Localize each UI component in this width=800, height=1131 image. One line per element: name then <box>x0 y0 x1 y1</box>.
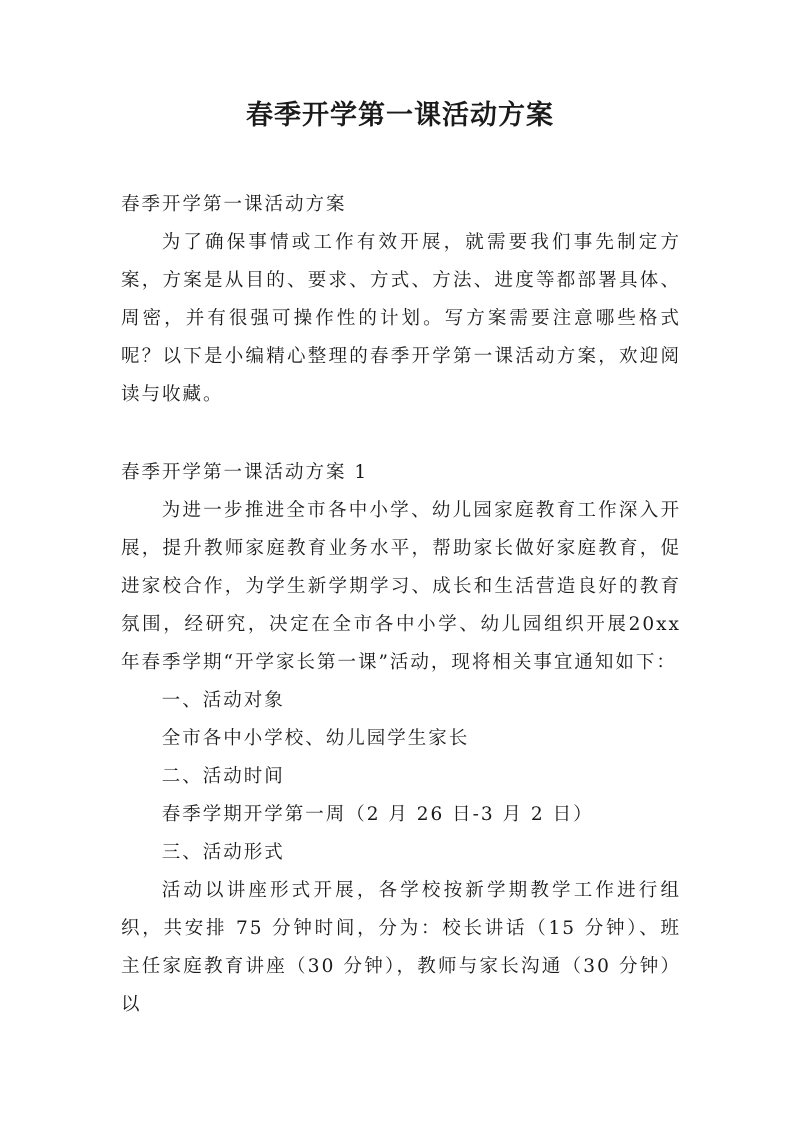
item1-text: 全市各中小学校、幼儿园学生家长 <box>161 728 470 749</box>
section1-heading: 春季开学第一课活动方案 1 <box>121 462 369 483</box>
item2-heading: 二、活动时间 <box>161 766 285 787</box>
document-body <box>121 186 681 1024</box>
intro-paragraph: 为了确保事情或工作有效开展，就需要我们事先制定方案，方案是从目的、要求、方式、方法、进度等都部署具体、周密，并有很强可操作性的计划。写方案需要注意哪些格式呢？以下是小编精心整理的春季开学第一课活动方案，欢迎阅读与收藏。 <box>121 232 681 405</box>
paragraph-gap <box>121 414 681 454</box>
item1-heading: 一、活动对象 <box>161 690 285 711</box>
item3-text: 活动以讲座形式开展，各学校按新学期教学工作进行组织，共安排 75 分钟时间，分为：校长讲话（15 分钟）、班主任家庭教育讲座（30 分钟），教师与家长沟通（30 分钟）以 <box>121 880 681 1015</box>
item3-heading: 三、活动形式 <box>161 842 285 863</box>
intro-heading: 春季开学第一课活动方案 <box>121 194 347 215</box>
document-title: 春季开学第一课活动方案 <box>246 100 554 131</box>
item2-text: 春季学期开学第一周（2 月 26 日-3 月 2 日） <box>161 804 594 825</box>
section1-paragraph: 为进一步推进全市各中小学、幼儿园家庭教育工作深入开展，提升教师家庭教育业务水平，帮助家长做好家庭教育，促进家校合作，为学生新学期学习、成长和生活营造良好的教育氛围，经研究，决定在全市各中小学、幼儿园组织开展20xx 年春季学期“开学家长第一课”活动，现将相关事宜通知如下： <box>121 500 681 673</box>
